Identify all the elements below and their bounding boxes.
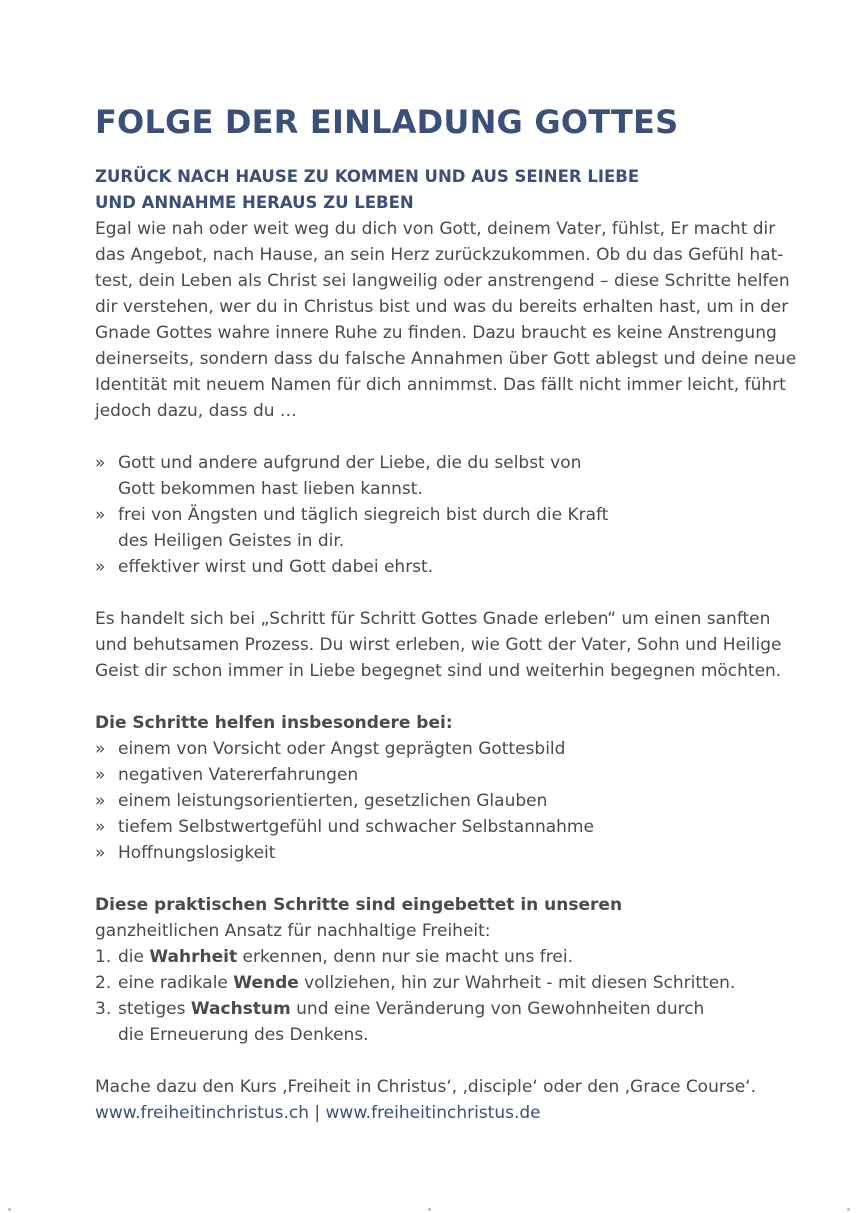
subtitle-line-2: UND ANNAHME HERAUS ZU LEBEN <box>95 193 414 212</box>
numbered-item-text <box>118 944 775 970</box>
emphasis-word: Wahrheit <box>149 947 238 967</box>
process-line: Es handelt sich bei „Schritt für Schritt Gottes Gnade erleben“ um einen sanften <box>95 609 771 629</box>
crop-mark <box>847 1208 850 1211</box>
process-line: und behutsamen Prozess. Du wirst erleben, wie Gott der Vater, Sohn und Heilige <box>95 635 782 655</box>
process-paragraph <box>95 606 782 684</box>
document-page <box>95 100 797 1126</box>
process-line: Geist dir schon immer in Liebe begegnet sind und weiterhin begegnen möchten. <box>95 661 782 681</box>
list-item-text: negativen Vatererfahrungen <box>118 765 359 785</box>
helps-heading: Die Schritte helfen insbesondere bei: <box>95 713 453 733</box>
bullet-mark: » <box>95 765 106 785</box>
page-title: FOLGE DER EINLADUNG GOTTES <box>95 103 679 141</box>
list-item <box>95 762 775 788</box>
list-item <box>95 840 775 866</box>
numbered-item <box>95 970 775 996</box>
approach-list <box>95 944 775 1048</box>
intro-line: Identität mit neuem Namen für dich annimmst. Das fällt nicht immer leicht, führt <box>95 375 786 395</box>
emphasis-word: Wende <box>233 973 299 993</box>
intro-line: deinerseits, sondern dass du falsche Annahmen über Gott ablegst und deine neue <box>95 349 797 369</box>
link-freiheitinchristus-ch[interactable]: www.freiheitinchristus.ch <box>95 1103 309 1123</box>
list-item <box>95 814 775 840</box>
text-segment: vollziehen, hin zur Wahrheit - mit diesen Schritten. <box>298 973 736 993</box>
text-segment: und eine Veränderung von Gewohnheiten durch <box>290 999 705 1019</box>
list-item <box>95 502 775 554</box>
numbered-item-text <box>118 970 775 996</box>
website-links <box>95 1100 775 1126</box>
helps-list <box>95 736 775 866</box>
emphasis-word: Wachstum <box>190 999 291 1019</box>
list-item <box>95 554 775 580</box>
item-number: 1. <box>95 947 112 967</box>
list-item-text: einem leistungsorientierten, gesetzlichen Glauben <box>118 791 548 811</box>
bullet-mark: » <box>95 817 106 837</box>
approach-subheading-text: ganzheitlichen Ansatz für nachhaltige Freiheit: <box>95 921 491 941</box>
numbered-item <box>95 944 775 970</box>
approach-subheading <box>95 918 775 944</box>
link-separator: | <box>308 1103 326 1123</box>
bullet-mark: » <box>95 505 106 525</box>
text-segment: erkennen, denn nur sie macht uns frei. <box>237 947 573 967</box>
bullet-mark: » <box>95 843 106 863</box>
bullet-mark: » <box>95 739 106 759</box>
list-item-text: des Heiligen Geistes in dir. <box>118 531 345 551</box>
numbered-item-text: die Erneuerung des Denkens. <box>118 1025 369 1045</box>
approach-heading: Diese praktischen Schritte sind eingebettet in unseren <box>95 895 623 915</box>
courses-text <box>95 1074 775 1100</box>
intro-line: test, dein Leben als Christ sei langweilig oder anstrengend – diese Schritte helfen <box>95 271 790 291</box>
list-item-text: einem von Vorsicht oder Angst geprägten Gottesbild <box>118 739 566 759</box>
bullet-mark: » <box>95 453 106 473</box>
list-item-text: Gott bekommen hast lieben kannst. <box>118 479 423 499</box>
item-number: 3. <box>95 999 112 1019</box>
list-item <box>95 788 775 814</box>
list-item-text: Hoffnungslosigkeit <box>118 843 276 863</box>
outcomes-list <box>95 450 775 580</box>
numbered-item <box>95 996 775 1048</box>
intro-line: dir verstehen, wer du in Christus bist und was du bereits erhalten hast, um in der <box>95 297 789 317</box>
text-segment: eine radikale <box>118 973 234 993</box>
intro-line: Gnade Gottes wahre innere Ruhe zu finden. Dazu braucht es keine Anstrengung <box>95 323 777 343</box>
text-segment: stetiges <box>118 999 191 1019</box>
crop-mark <box>8 1208 11 1211</box>
numbered-item-text <box>118 996 775 1022</box>
list-item <box>95 450 775 502</box>
intro-line: jedoch dazu, dass du … <box>95 401 297 421</box>
link-freiheitinchristus-de[interactable]: www.freiheitinchristus.de <box>325 1103 541 1123</box>
intro-line: das Angebot, nach Hause, an sein Herz zurückzukommen. Ob du das Gefühl hat- <box>95 245 784 265</box>
list-item <box>95 736 775 762</box>
courses-line: Mache dazu den Kurs ‚Freiheit in Christus‘, ‚disciple‘ oder den ‚Grace Course‘. <box>95 1077 756 1097</box>
bullet-mark: » <box>95 791 106 811</box>
crop-mark <box>428 1208 431 1211</box>
item-number: 2. <box>95 973 112 993</box>
bullet-mark: » <box>95 557 106 577</box>
list-item-text: tiefem Selbstwertgefühl und schwacher Selbstannahme <box>118 817 594 837</box>
list-item-text: Gott und andere aufgrund der Liebe, die du selbst von <box>118 453 582 473</box>
subtitle-line-1: ZURÜCK NACH HAUSE ZU KOMMEN UND AUS SEINER LIEBE <box>95 167 640 186</box>
list-item-text: effektiver wirst und Gott dabei ehrst. <box>118 557 434 577</box>
page-subtitle <box>95 164 775 216</box>
list-item-text: frei von Ängsten und täglich siegreich bist durch die Kraft <box>118 505 609 525</box>
text-segment: die <box>118 947 150 967</box>
intro-line: Egal wie nah oder weit weg du dich von Gott, deinem Vater, fühlst, Er macht dir <box>95 219 776 239</box>
intro-paragraph <box>95 216 797 424</box>
